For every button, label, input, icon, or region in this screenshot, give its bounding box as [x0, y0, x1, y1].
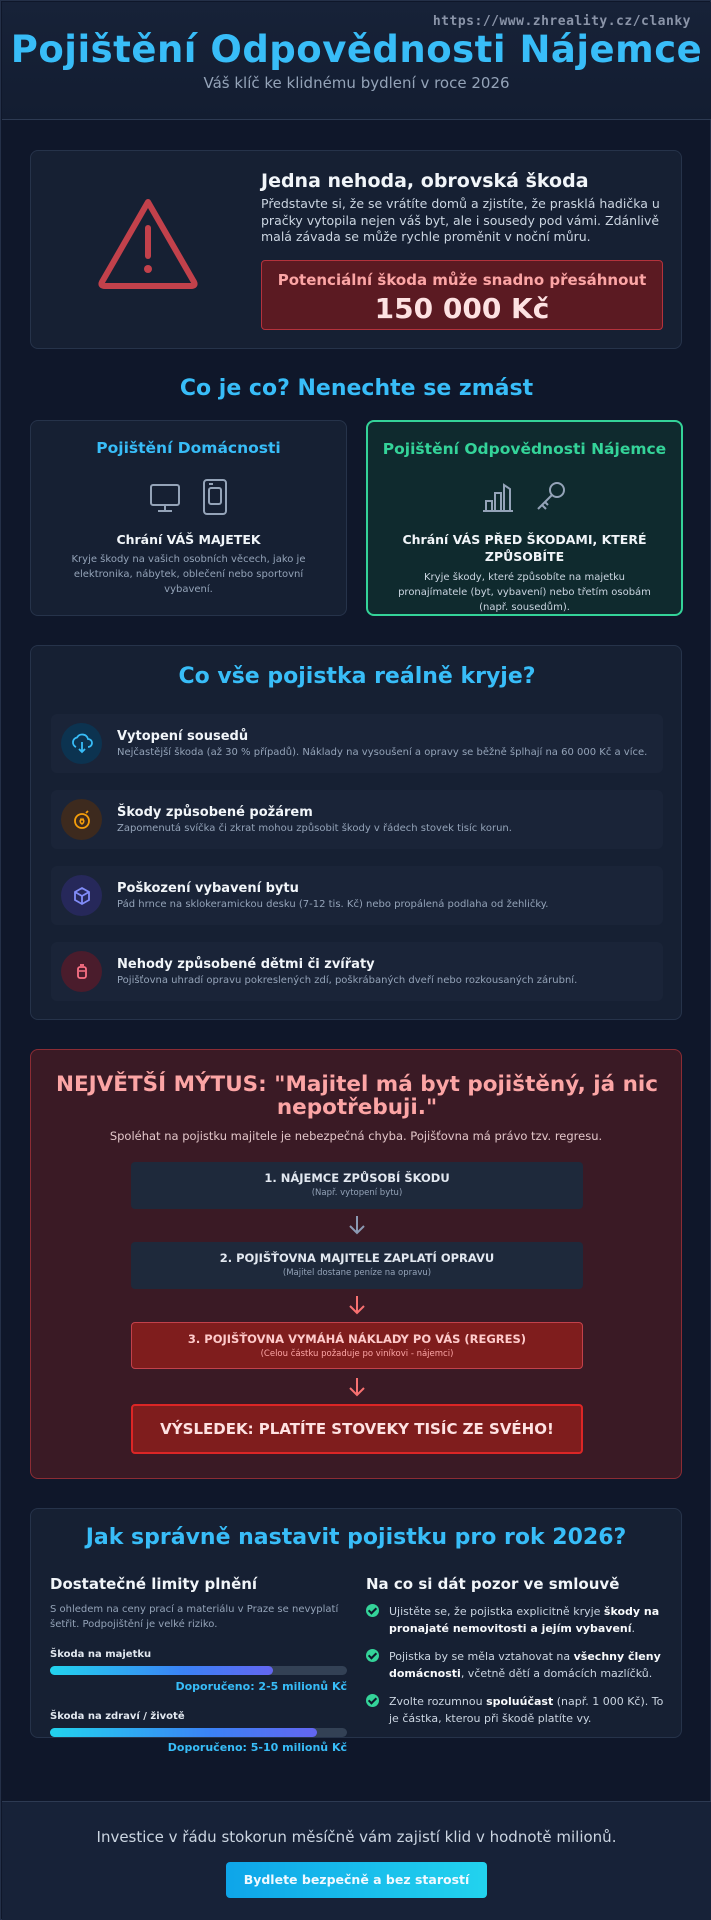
accident-text: Představte si, že se vrátíte domů a zjistíte, že prasklá hadička u pračky vytopila nejen váš byt, ale i sousedy pod vámi. Zdánlivě malá závada se může rychle proměnit v noční můru.	[261, 196, 660, 244]
arrow-down-icon	[347, 1214, 367, 1236]
setup-card	[30, 1508, 682, 1754]
myth-step-2	[131, 1242, 583, 1289]
limit-recommendation: Doporučeno: 2-5 milionů Kč	[175, 1680, 347, 1693]
list-item	[51, 942, 663, 1001]
myth-step-title: 1. NÁJEMCE ZPŮSOBÍ ŠKODU	[264, 1171, 450, 1185]
warning-icon	[96, 196, 200, 291]
page-subtitle: Váš klíč ke klidnému bydlení v roce 2026	[203, 74, 510, 92]
compare-title: Co je co? Nenechte se zmást	[179, 376, 534, 401]
coverage-item-title: Škody způsobené požárem	[117, 805, 313, 820]
limit-bar-fill	[50, 1666, 273, 1675]
myth-subtitle: Spoléhat na pojistku majitele je nebezpečná chyba. Pojišťovna má právo tzv. regresu.	[109, 1129, 603, 1143]
check-icon	[366, 1604, 379, 1617]
coverage-item-title: Poškození vybavení bytu	[117, 881, 299, 896]
limit-recommendation: Doporučeno: 5-10 milionů Kč	[167, 1741, 347, 1754]
building-icon	[480, 479, 516, 515]
accident-card	[30, 150, 682, 349]
myth-card	[30, 1049, 682, 1479]
contract-title: Na co si dát pozor ve smlouvě	[366, 1575, 620, 1593]
liability-insurance-text: Kryje škody, které způsobíte na majetku pronajímatele (byt, vybavení) nebo třetím osobám (např. sousedům).	[398, 572, 651, 613]
coverage-item-text: Pojišťovna uhradí opravu pokreslených zdí, poškrábaných dveří nebo rozkousaných zárubní.	[117, 975, 578, 986]
source-url[interactable]: https://www.zhreality.cz/clanky	[432, 14, 691, 29]
footer-message: Investice v řádu stokorun měsíčně vám zajistí klid v hodnotě milionů.	[96, 1828, 617, 1846]
checklist-item: Ujistěte se, že pojistka explicitně kryje škody na pronajaté nemovitosti a jejím vybavení.	[366, 1603, 666, 1637]
myth-result: VÝSLEDEK: PLATÍTE STOVEKY TISÍC ZE SVÉHO!	[131, 1404, 583, 1454]
home-insurance-title: Pojištění Domácnosti	[96, 439, 281, 457]
accident-title: Jedna nehoda, obrovská škoda	[261, 170, 589, 192]
myth-step-note: (Celou částku požaduje po viníkovi - nájemci)	[260, 1349, 454, 1359]
list-item	[51, 714, 663, 773]
limits-title: Dostatečné limity plnění	[50, 1575, 258, 1593]
cube-icon	[61, 875, 102, 916]
coverage-item-title: Nehody způsobené dětmi či zvířaty	[117, 957, 375, 972]
myth-step-note: (Majitel dostane peníze na opravu)	[282, 1268, 432, 1278]
cta-button[interactable]: Bydlete bezpečně a bez starostí	[226, 1862, 487, 1898]
damage-box	[261, 260, 663, 330]
monitor-icon	[147, 480, 183, 516]
liability-insurance-card	[366, 420, 683, 616]
washing-machine-icon	[200, 478, 230, 516]
home-insurance-text: Kryje škody na vašich osobních věcech, jako je elektronika, nábytek, oblečení nebo sportovní vybavení.	[71, 554, 306, 595]
liability-insurance-heading: Chrání VÁS PŘED ŠKODAMI, KTERÉ ZPŮSOBÍTE	[402, 532, 647, 564]
limits-note: S ohledem na ceny prací a materiálu v Praze se nevyplatí šetřit. Podpojištění je velké riziko.	[50, 1604, 339, 1630]
home-insurance-heading: Chrání VÁŠ MAJETEK	[116, 532, 261, 547]
water-drop-icon	[61, 723, 102, 764]
coverage-item-text: Pád hrnce na sklokeramickou desku (7-12 tis. Kč) nebo propálená podlaha od žehličky.	[117, 899, 549, 910]
coverage-title: Co vše pojistka reálně kryje?	[178, 664, 536, 689]
arrow-down-icon	[347, 1294, 367, 1316]
limit-bar	[50, 1728, 347, 1737]
myth-title: NEJVĚTŠÍ MÝTUS: "Majitel má byt pojištěný, já nic nepotřebuji."	[55, 1072, 659, 1120]
header	[2, 2, 711, 120]
list-item	[51, 866, 663, 925]
coverage-item-title: Vytopení sousedů	[117, 729, 249, 744]
limit-bar-fill	[50, 1728, 317, 1737]
myth-step-title: 3. POJIŠŤOVNA VYMÁHÁ NÁKLADY PO VÁS (REGRES)	[187, 1332, 527, 1346]
coverage-item-text: Zapomenutá svíčka či zkrat mohou způsobit škody v řádech stovek tisíc korun.	[117, 823, 512, 834]
arrow-down-icon	[347, 1376, 367, 1398]
damage-amount: 150 000 Kč	[374, 292, 550, 325]
child-icon	[61, 951, 102, 992]
liability-insurance-title: Pojištění Odpovědnosti Nájemce	[382, 440, 667, 458]
myth-step-note: (Např. vytopení bytu)	[311, 1188, 403, 1198]
myth-step-1	[131, 1162, 583, 1209]
list-item	[51, 790, 663, 849]
limit-label: Škoda na majetku	[50, 1649, 152, 1660]
damage-label: Potenciální škoda může snadno přesáhnout	[277, 271, 647, 289]
check-icon	[366, 1694, 379, 1707]
coverage-card	[30, 645, 682, 1020]
footer	[2, 1801, 711, 1920]
myth-step-title: 2. POJIŠŤOVNA MAJITELE ZAPLATÍ OPRAVU	[219, 1251, 495, 1265]
liability-insurance-icons	[368, 479, 681, 519]
page-title: Pojištění Odpovědnosti Nájemce	[10, 28, 703, 71]
home-insurance-icons	[31, 478, 346, 518]
fire-icon	[61, 799, 102, 840]
coverage-item-text: Nejčastější škoda (až 30 % případů). Náklady na vysoušení a opravy se běžně šplhají na 60 000 Kč a více.	[117, 747, 648, 758]
key-icon	[533, 479, 569, 515]
limit-label: Škoda na zdraví / životě	[50, 1711, 185, 1722]
limit-bar	[50, 1666, 347, 1675]
myth-step-3	[131, 1322, 583, 1369]
check-icon	[366, 1649, 379, 1662]
home-insurance-card	[30, 420, 347, 616]
checklist-item: Pojistka by se měla vztahovat na všechny členy domácnosti, včetně dětí a domácích mazlíčků.	[366, 1648, 666, 1682]
checklist-item: Zvolte rozumnou spoluúčast (např. 1 000 Kč). To je částka, kterou při škodě platíte vy.	[366, 1693, 666, 1727]
setup-title: Jak správně nastavit pojistku pro rok 2026?	[85, 1525, 627, 1550]
